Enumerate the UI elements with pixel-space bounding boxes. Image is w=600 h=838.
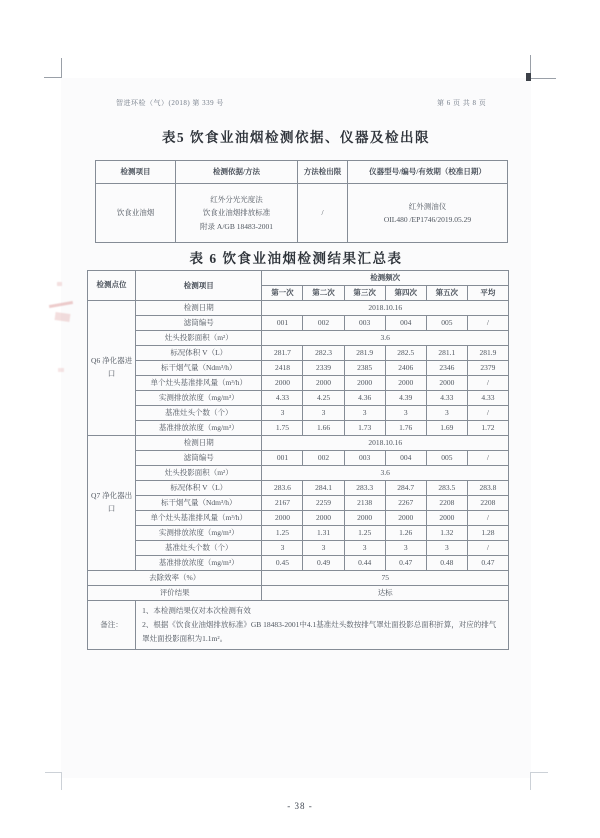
detection-limit-cell: /: [298, 184, 348, 243]
col-header: 第四次: [385, 286, 426, 301]
row-label: 实测排放浓度（mg/m³）: [136, 391, 262, 406]
value-cell: 002: [303, 451, 344, 466]
value-cell: 001: [262, 451, 303, 466]
point-label-q6: Q6 净化器进口: [88, 301, 136, 436]
instrument-line: OIL480 /EP1746/2019.05.29: [383, 215, 472, 224]
col-header: 第三次: [344, 286, 385, 301]
value-cell: /: [467, 406, 508, 421]
value-cell: 4.25: [303, 391, 344, 406]
row-label: 去除效率（%）: [88, 571, 262, 586]
method-line: 红外分光光度法: [210, 194, 263, 204]
value-cell: 0.44: [344, 556, 385, 571]
value-cell: 003: [344, 451, 385, 466]
point-label-q7: Q7 净化器出口: [88, 436, 136, 571]
table-row: [88, 406, 509, 421]
value-cell: 3: [303, 406, 344, 421]
table-row: [88, 481, 509, 496]
table-row: [88, 376, 509, 391]
value-cell: /: [467, 541, 508, 556]
col-header: 仪器型号/编号/有效期（校准日期）: [348, 161, 508, 184]
registration-square: [526, 73, 531, 81]
value-cell: 002: [303, 316, 344, 331]
stamp-mark: [55, 312, 71, 322]
value-cell: 001: [262, 316, 303, 331]
value-cell: 2259: [303, 496, 344, 511]
value-cell: 281.9: [467, 346, 508, 361]
row-label: 基准排放浓度（mg/m³）: [136, 556, 262, 571]
stamp-mark: [58, 368, 64, 372]
crop-mark-top-left-v: [61, 58, 62, 78]
value-cell: 2000: [262, 511, 303, 526]
value-cell: 283.6: [262, 481, 303, 496]
table-row: [88, 421, 509, 436]
value-cell: 3: [385, 406, 426, 421]
value-cell: 284.7: [385, 481, 426, 496]
table-row: [88, 556, 509, 571]
crop-mark-bottom-left-v: [61, 772, 62, 790]
row-label: 基准灶头个数（个）: [136, 406, 262, 421]
value-cell: 2000: [344, 511, 385, 526]
value-cell: 2346: [426, 361, 467, 376]
value-cell: 2167: [262, 496, 303, 511]
value-cell: 2000: [303, 376, 344, 391]
value-cell: 4.33: [467, 391, 508, 406]
value-cell: 1.72: [467, 421, 508, 436]
value-cell: 2000: [262, 376, 303, 391]
value-cell: 004: [385, 316, 426, 331]
table-row: [88, 301, 509, 316]
col-header-item: 检测项目: [136, 271, 262, 301]
value-cell: 2018.10.16: [262, 301, 509, 316]
value-cell: 1.76: [385, 421, 426, 436]
value-cell: 283.5: [426, 481, 467, 496]
crop-mark-bottom-left-h: [45, 772, 62, 773]
table-row: [88, 316, 509, 331]
col-header: 检测项目: [96, 161, 176, 184]
crop-mark-bottom-right-v: [530, 772, 531, 790]
col-header: 第五次: [426, 286, 467, 301]
value-cell: 1.73: [344, 421, 385, 436]
instrument-cell: [348, 184, 508, 243]
table-row: [88, 346, 509, 361]
value-cell: 3.6: [262, 466, 509, 481]
crop-mark-top-right-h: [530, 78, 556, 79]
value-cell: 0.49: [303, 556, 344, 571]
row-label: 标况体积 V（L）: [136, 481, 262, 496]
value-cell: 1.25: [262, 526, 303, 541]
table-row: [88, 466, 509, 481]
row-label: 实测排放浓度（mg/m³）: [136, 526, 262, 541]
instrument-line: 红外测油仪: [408, 201, 447, 211]
value-cell: 2000: [344, 376, 385, 391]
value-cell: 3: [426, 406, 467, 421]
table-row: [88, 436, 509, 451]
method-cell: [176, 184, 298, 243]
value-cell: 1.75: [262, 421, 303, 436]
row-label: 灶头投影面积（m²）: [136, 466, 262, 481]
col-header: 平均: [467, 286, 508, 301]
method-line: 饮食业油烟排放标准: [202, 208, 271, 218]
value-cell: 282.3: [303, 346, 344, 361]
value-cell: 2000: [426, 511, 467, 526]
value-cell: 2418: [262, 361, 303, 376]
value-cell: 达标: [262, 586, 509, 601]
value-cell: 1.31: [303, 526, 344, 541]
table5-detection-basis: [95, 160, 508, 243]
table-row: [96, 184, 508, 243]
value-cell: 1.26: [385, 526, 426, 541]
value-cell: 2208: [467, 496, 508, 511]
value-cell: 3: [262, 541, 303, 556]
table-row: [88, 361, 509, 376]
note-line: 1、本检测结果仅对本次检测有效: [142, 605, 251, 615]
row-label: 标干烟气量（Ndm³/h）: [136, 361, 262, 376]
value-cell: 2208: [426, 496, 467, 511]
value-cell: 004: [385, 451, 426, 466]
table-row-notes: [88, 601, 509, 650]
value-cell: 1.32: [426, 526, 467, 541]
table-row: [88, 451, 509, 466]
table-row: [88, 586, 509, 601]
value-cell: /: [467, 511, 508, 526]
table-header-row: [96, 161, 508, 184]
row-label: 灶头投影面积（m²）: [136, 331, 262, 346]
value-cell: 75: [262, 571, 509, 586]
value-cell: 005: [426, 316, 467, 331]
col-header-frequency: 检测频次: [262, 271, 509, 286]
row-label: 评价结果: [88, 586, 262, 601]
value-cell: 0.48: [426, 556, 467, 571]
stamp-mark: [49, 301, 73, 308]
value-cell: 3: [303, 541, 344, 556]
value-cell: 0.47: [467, 556, 508, 571]
value-cell: 1.28: [467, 526, 508, 541]
method-line: 附录 A/GB 18483-2001: [200, 221, 273, 231]
value-cell: 2379: [467, 361, 508, 376]
value-cell: 283.8: [467, 481, 508, 496]
footer-page-number: - 38 -: [287, 801, 313, 811]
col-header-point: 检测点位: [88, 271, 136, 301]
value-cell: 2000: [385, 376, 426, 391]
value-cell: 284.1: [303, 481, 344, 496]
row-label: 基准排放浓度（mg/m³）: [136, 421, 262, 436]
value-cell: 2406: [385, 361, 426, 376]
row-label: 滤筒编号: [136, 451, 262, 466]
crop-mark-bottom-right-h: [530, 772, 548, 773]
value-cell: 281.9: [344, 346, 385, 361]
stamp-mark: [57, 282, 62, 286]
row-label: 检测日期: [136, 436, 262, 451]
table6-title: 表 6 饮食业油烟检测结果汇总表: [189, 251, 403, 266]
value-cell: 4.33: [426, 391, 467, 406]
table-row: [88, 391, 509, 406]
value-cell: 2339: [303, 361, 344, 376]
table-header-row: [88, 271, 509, 286]
value-cell: 3.6: [262, 331, 509, 346]
table-row: [88, 331, 509, 346]
note-line: 2、根据《饮食业油烟排放标准》GB 18483-2001中4.1基准灶头数按排气罩灶面投影总面积折算，对应的排气罩灶面投影面积为1.1m²。: [142, 619, 497, 644]
value-cell: 2138: [344, 496, 385, 511]
table-row: [88, 496, 509, 511]
value-cell: 1.25: [344, 526, 385, 541]
value-cell: 4.33: [262, 391, 303, 406]
row-label: 滤筒编号: [136, 316, 262, 331]
value-cell: 1.66: [303, 421, 344, 436]
table-row: [88, 526, 509, 541]
row-label: 标况体积 V（L）: [136, 346, 262, 361]
row-label: 单个灶头基准排风量（m³/h）: [136, 511, 262, 526]
row-label: 单个灶头基准排风量（m³/h）: [136, 376, 262, 391]
value-cell: 4.39: [385, 391, 426, 406]
value-cell: 0.45: [262, 556, 303, 571]
table-row: [88, 511, 509, 526]
value-cell: 3: [426, 541, 467, 556]
col-header: 第一次: [262, 286, 303, 301]
value-cell: 2267: [385, 496, 426, 511]
value-cell: 003: [344, 316, 385, 331]
row-label: 检测日期: [136, 301, 262, 316]
col-header: 检测依据/方法: [176, 161, 298, 184]
crop-mark-top-left-h: [44, 77, 62, 78]
note-cell: [136, 601, 509, 650]
value-cell: /: [467, 376, 508, 391]
value-cell: 283.3: [344, 481, 385, 496]
value-cell: 0.47: [385, 556, 426, 571]
item-cell: 饮食业油烟: [96, 184, 176, 243]
value-cell: 281.7: [262, 346, 303, 361]
row-label: 标干烟气量（Ndm³/h）: [136, 496, 262, 511]
value-cell: 281.1: [426, 346, 467, 361]
value-cell: 282.5: [385, 346, 426, 361]
value-cell: 1.69: [426, 421, 467, 436]
value-cell: 3: [344, 406, 385, 421]
value-cell: 2000: [385, 511, 426, 526]
value-cell: 2018.10.16: [262, 436, 509, 451]
value-cell: 3: [344, 541, 385, 556]
report-number: 智进环检（气）(2018) 第 339 号: [116, 99, 224, 107]
value-cell: /: [467, 451, 508, 466]
value-cell: 2385: [344, 361, 385, 376]
note-label: 备注：: [88, 601, 136, 650]
value-cell: 005: [426, 451, 467, 466]
page-number: 第 6 页 共 8 页: [437, 99, 487, 107]
value-cell: 3: [385, 541, 426, 556]
value-cell: 2000: [303, 511, 344, 526]
value-cell: 4.36: [344, 391, 385, 406]
row-label: 基准灶头个数（个）: [136, 541, 262, 556]
value-cell: 2000: [426, 376, 467, 391]
table5-title: 表5 饮食业油烟检测依据、仪器及检出限: [161, 130, 431, 145]
table-row: [88, 571, 509, 586]
table-row: [88, 541, 509, 556]
value-cell: 3: [262, 406, 303, 421]
value-cell: /: [467, 316, 508, 331]
table6-results-summary: [87, 270, 509, 650]
col-header: 方法检出限: [298, 161, 348, 184]
col-header: 第二次: [303, 286, 344, 301]
